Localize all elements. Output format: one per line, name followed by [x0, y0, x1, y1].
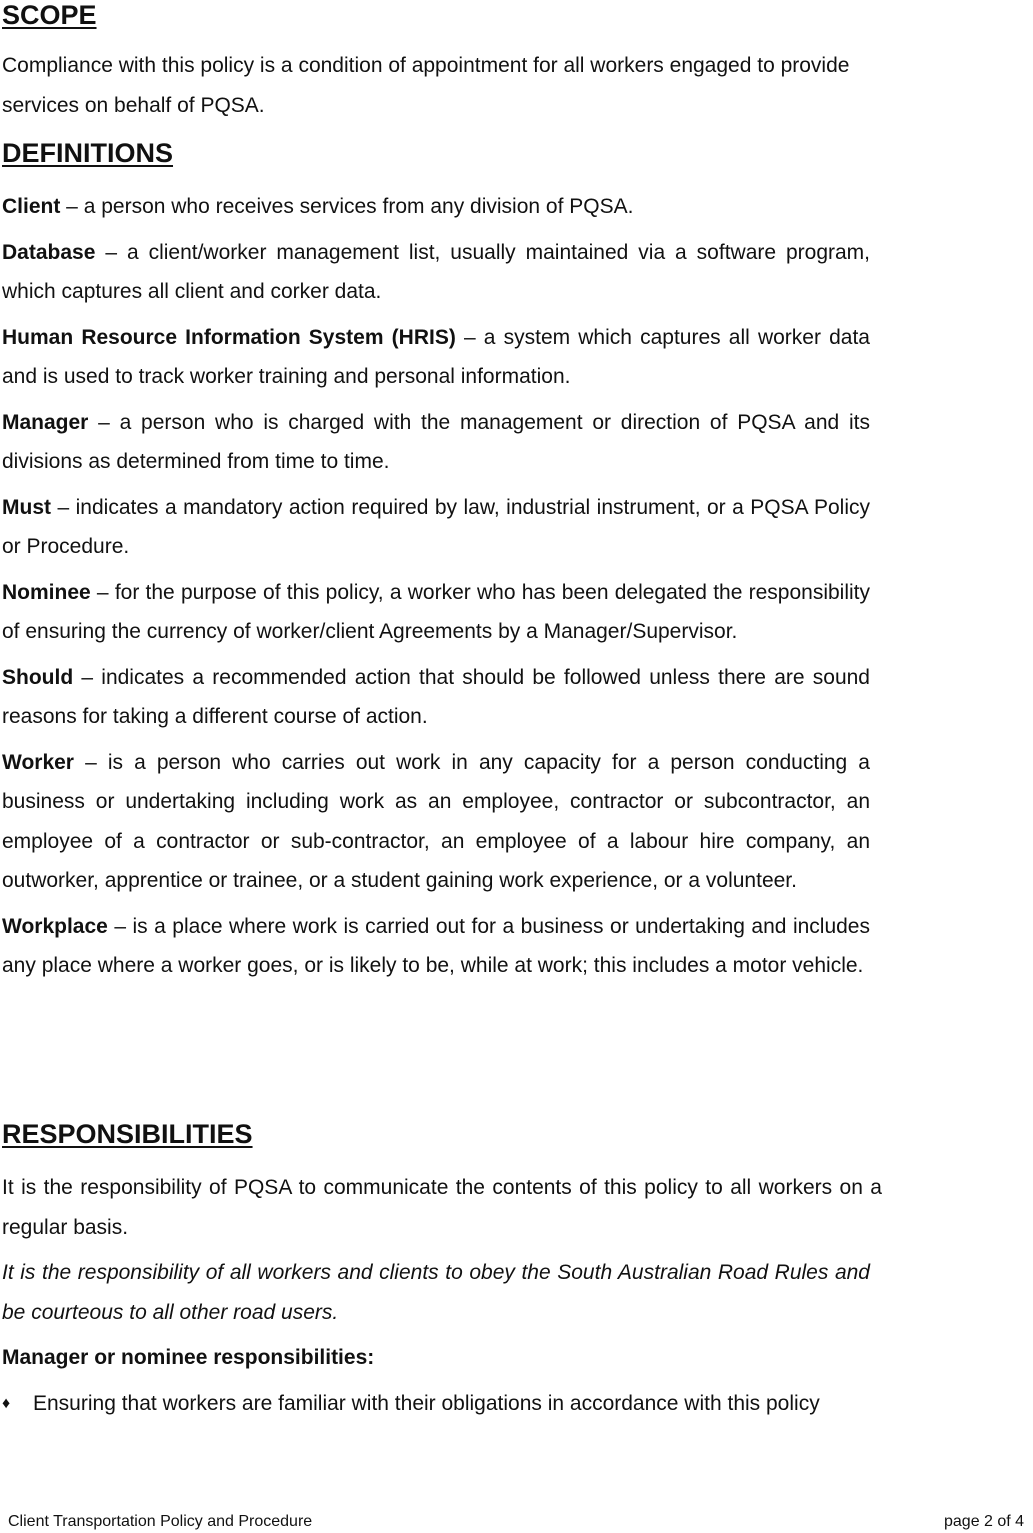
definition-hris	[2, 318, 870, 397]
definition-manager	[2, 403, 870, 482]
definition-text: a person who receives services from any division of PQSA.	[83, 195, 634, 218]
definition-database	[2, 233, 870, 312]
definitions-heading: DEFINITIONS	[2, 138, 174, 168]
definition-text: is a person who carries out work in any capacity for a person conducting a business or undertaking including work as an employee, contractor or subcontractor, an employee of a contractor or sub-contractor, an employee of a labour hire company, an outworker, apprentice or trainee, or a student gaining work experience, or a volunteer.	[2, 750, 870, 892]
definition-nominee	[2, 573, 870, 652]
definition-term: Should	[2, 665, 74, 689]
definition-separator: –	[60, 195, 84, 218]
definition-term: Client	[2, 195, 61, 218]
definition-term: Manager	[2, 410, 89, 434]
definitions-section	[2, 138, 870, 986]
definition-text: a client/worker management list, usually maintained via a software program, which captures all client and corker data.	[2, 240, 871, 303]
scope-text: Compliance with this policy is a condition of appointment for all workers engaged to provide services on behalf of PQSA.	[2, 54, 850, 117]
definition-separator: –	[107, 914, 133, 938]
responsibilities-para-2: It is the responsibility of all workers and clients to obey the South Australian Road Rules and be courteous to all other road users.	[2, 1261, 870, 1324]
definition-term: Nominee	[2, 580, 91, 604]
definition-text: indicates a mandatory action required by law, industrial instrument, or a PQSA Policy or Procedure.	[2, 495, 870, 558]
definition-must	[2, 488, 870, 567]
footer-page-number: page 2 of 4	[944, 1513, 1025, 1530]
responsibilities-section	[2, 1119, 882, 1423]
scope-heading: SCOPE	[2, 0, 97, 30]
definition-term: Must	[2, 495, 51, 519]
list-item	[2, 1384, 876, 1424]
definition-separator: –	[73, 665, 102, 689]
definition-term: Worker	[2, 750, 74, 774]
diamond-bullet-icon: ♦	[2, 1394, 11, 1412]
definition-workplace	[2, 907, 870, 986]
definition-text: a person who is charged with the management or direction of PQSA and its divisions as determined from time to time.	[2, 410, 870, 473]
responsibilities-para-1: It is the responsibility of PQSA to communicate the contents of this policy to all workers on a regular basis.	[2, 1176, 882, 1239]
definition-term: Database	[2, 240, 96, 264]
definition-term: Human Resource Information System (HRIS)	[2, 325, 456, 349]
definition-text: a system which captures all worker data and is used to track worker training and personal information.	[2, 325, 870, 388]
definition-text: is a place where work is carried out for a business or undertaking and includes any place where a worker goes, or is likely to be, while at work; this includes a motor vehicle.	[2, 914, 870, 977]
definition-client	[2, 187, 870, 227]
bullet-text: Ensuring that workers are familiar with their obligations in accordance with this policy	[33, 1391, 820, 1415]
manager-responsibilities-subheading: Manager or nominee responsibilities:	[2, 1346, 375, 1369]
definition-separator: –	[88, 410, 120, 434]
definition-separator: –	[455, 325, 484, 349]
definition-separator: –	[95, 240, 127, 264]
footer-document-title: Client Transportation Policy and Procedure	[8, 1513, 313, 1530]
definition-text: indicates a recommended action that should be followed unless there are sound reasons for taking a different course of action.	[2, 665, 870, 728]
definition-separator: –	[73, 750, 108, 774]
definition-separator: –	[90, 580, 115, 604]
definition-should	[2, 658, 870, 737]
definition-worker	[2, 743, 870, 901]
definition-separator: –	[51, 495, 76, 519]
responsibilities-heading: RESPONSIBILITIES	[2, 1119, 253, 1149]
definition-term: Workplace	[2, 914, 108, 938]
scope-section	[2, 0, 870, 125]
definition-text: for the purpose of this policy, a worker who has been delegated the responsibility of ensuring the currency of worker/client Agreements by a Manager/Supervisor.	[2, 580, 870, 643]
